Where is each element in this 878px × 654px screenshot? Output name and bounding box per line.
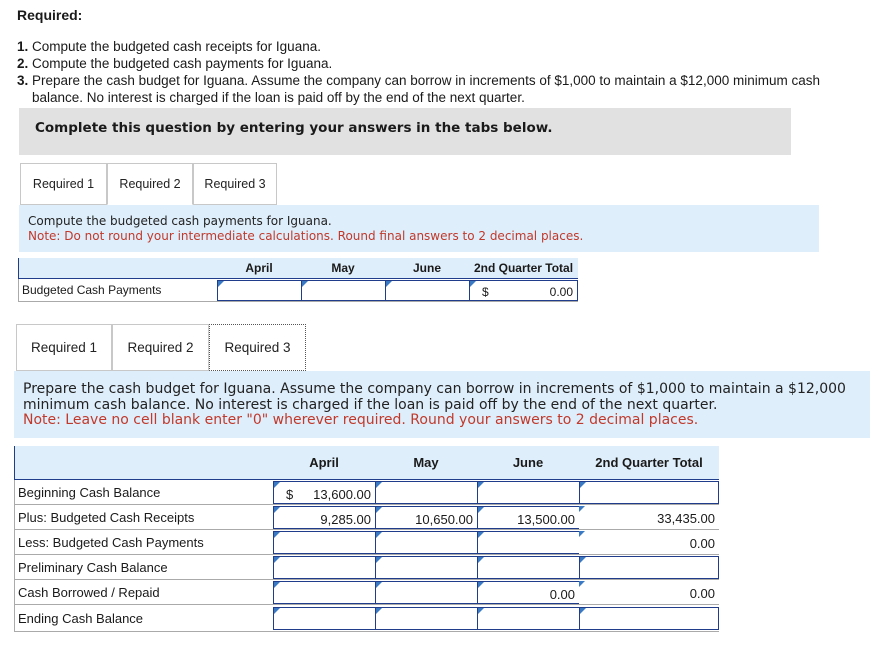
preliminary-total-input[interactable]: [579, 556, 719, 579]
tab-bar-2: [16, 324, 306, 371]
col-header: 2nd Quarter Total: [579, 446, 719, 480]
row-label: Beginning Cash Balance: [15, 480, 274, 505]
beginning-june-input[interactable]: [477, 481, 579, 504]
preliminary-june-input[interactable]: [477, 556, 579, 579]
borrowed-april-input[interactable]: [273, 581, 375, 604]
header-row: [19, 258, 579, 279]
table-row: [15, 480, 720, 505]
ending-june-input[interactable]: [477, 607, 579, 630]
beginning-may-input[interactable]: [375, 481, 477, 504]
cash-budget-table: [14, 446, 719, 632]
payments-june-input[interactable]: [477, 531, 579, 554]
preliminary-may-input[interactable]: [375, 556, 477, 579]
instruction-banner: [19, 108, 791, 155]
row-label: Cash Borrowed / Repaid: [15, 580, 274, 605]
ending-may-input[interactable]: [375, 607, 477, 630]
receipts-may-input[interactable]: 10,650.00: [375, 506, 477, 529]
instruction-text: Complete this question by entering your answers in the tabs below.: [35, 120, 553, 136]
preliminary-april-input[interactable]: [273, 556, 375, 579]
payments-april-input[interactable]: [273, 531, 375, 554]
requirements-list: [17, 38, 820, 106]
question-panel-2: [19, 205, 819, 252]
cash-payments-table: [18, 258, 578, 302]
payments-total-value: 0.00: [579, 531, 719, 554]
question-text-line1: Prepare the cash budget for Iguana. Assume the company can borrow in increments of $1,000 to maintain a $12,000: [23, 381, 846, 397]
col-header: April: [273, 446, 375, 480]
receipts-total-value: 33,435.00: [579, 506, 719, 529]
row-label: Ending Cash Balance: [15, 605, 274, 632]
tab-bar-1: [20, 163, 277, 205]
receipts-june-input[interactable]: 13,500.00: [477, 506, 579, 529]
col-header: 2nd Quarter Total: [469, 258, 578, 279]
question-note: Note: Leave no cell blank enter "0" wherever required. Round your answers to 2 decimal places.: [23, 412, 699, 428]
tab-required-2[interactable]: Required 2: [112, 324, 209, 371]
quarter-total-input[interactable]: $ 0.00: [469, 280, 578, 301]
requirement-3: 3. Prepare the cash budget for Iguana. Assume the company can borrow in increments of $1,000 to maintain a $12,000 minimum cash: [17, 73, 820, 88]
row-label: Plus: Budgeted Cash Receipts: [15, 505, 274, 530]
required-heading: Required:: [17, 7, 83, 23]
payments-may-input[interactable]: [375, 531, 477, 554]
beginning-total-input[interactable]: [579, 481, 719, 504]
june-input[interactable]: [385, 280, 469, 301]
may-input[interactable]: [301, 280, 385, 301]
beginning-april-input[interactable]: $ 13,600.00: [273, 481, 375, 504]
requirement-3-cont: balance. No interest is charged if the loan is paid off by the end of the next quarter.: [32, 90, 525, 105]
table-row: [15, 505, 720, 530]
borrowed-total-value: 0.00: [579, 581, 719, 604]
row-label: Preliminary Cash Balance: [15, 555, 274, 580]
col-header: April: [217, 258, 301, 279]
table-row: [15, 605, 720, 632]
table-row: [19, 279, 579, 302]
col-header: May: [375, 446, 477, 480]
april-input[interactable]: [217, 280, 301, 301]
tab-required-3[interactable]: Required 3: [209, 324, 306, 371]
header-row: [15, 446, 720, 480]
tab-required-1[interactable]: Required 1: [16, 324, 112, 371]
question-panel-3: [14, 371, 870, 438]
borrowed-june-input[interactable]: 0.00: [477, 581, 579, 604]
tab-required-2[interactable]: Required 2: [107, 163, 193, 205]
ending-total-input[interactable]: [579, 607, 719, 630]
col-header: June: [477, 446, 579, 480]
col-header: May: [301, 258, 385, 279]
col-header: June: [385, 258, 469, 279]
requirement-2: 2. Compute the budgeted cash payments for Iguana.: [17, 56, 333, 71]
ending-april-input[interactable]: [273, 607, 375, 630]
question-text-line2: minimum cash balance. No interest is charged if the loan is paid off by the end of the next quarter.: [23, 396, 718, 413]
table-row: [15, 555, 720, 580]
row-label: Less: Budgeted Cash Payments: [15, 530, 274, 555]
borrowed-may-input[interactable]: [375, 581, 477, 604]
tab-required-1[interactable]: Required 1: [20, 163, 107, 205]
question-note: Note: Do not round your intermediate calculations. Round final answers to 2 decimal places.: [28, 229, 584, 243]
requirement-1: 1. Compute the budgeted cash receipts for Iguana.: [17, 39, 321, 54]
row-label: Budgeted Cash Payments: [19, 279, 218, 302]
receipts-april-input[interactable]: 9,285.00: [273, 506, 375, 529]
question-text: Compute the budgeted cash payments for Iguana.: [28, 214, 332, 228]
table-row: [15, 530, 720, 555]
table-row: [15, 580, 720, 605]
tab-required-3[interactable]: Required 3: [193, 163, 277, 205]
